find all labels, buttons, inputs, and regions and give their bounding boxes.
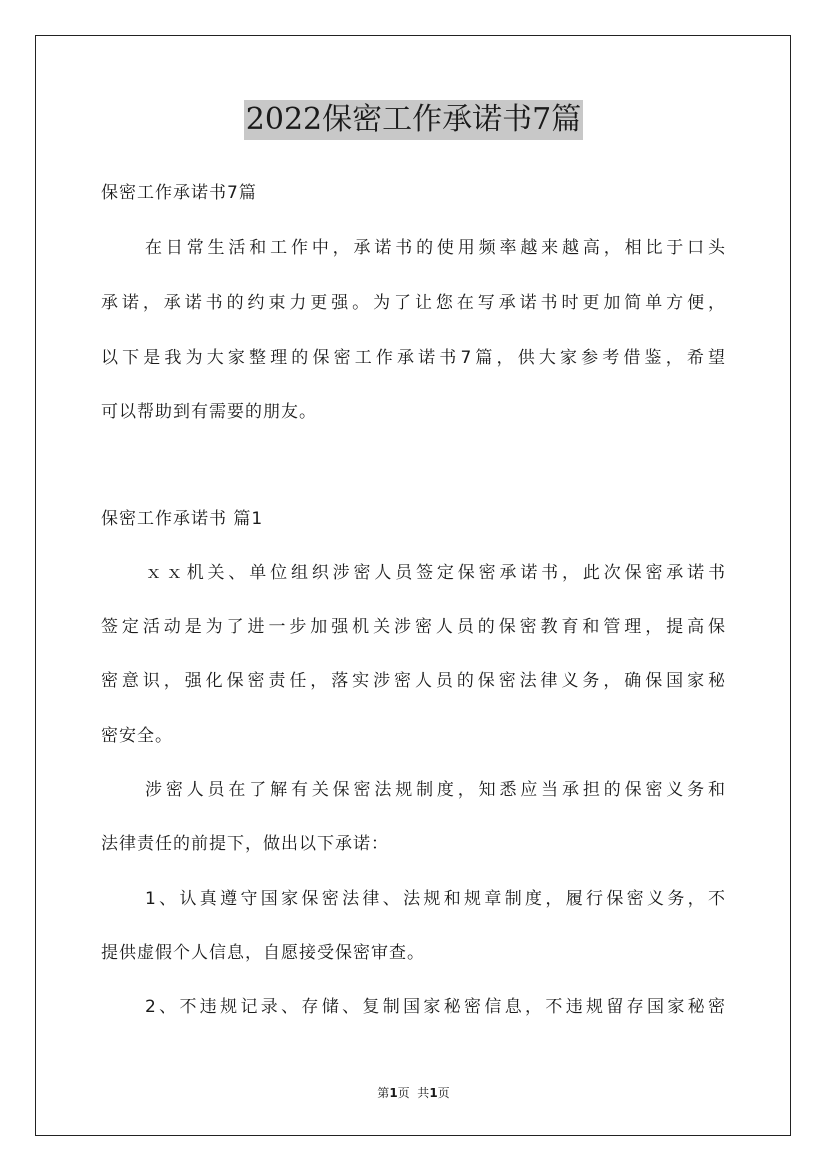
paragraph-line: ｘｘ机关、单位组织涉密人员签定保密承诺书，此次保密承诺书 [145, 563, 726, 583]
paragraph-line: 签定活动是为了进一步加强机关涉密人员的保密教育和管理，提高保 [101, 617, 726, 637]
paragraph-line: 密意识，强化保密责任，落实涉密人员的保密法律义务，确保国家秘 [101, 671, 726, 691]
paragraph-line: 以下是我为大家整理的保密工作承诺书7篇，供大家参考借鉴，希望 [101, 348, 726, 368]
footer-page-mid: 页 共 [397, 1086, 430, 1100]
footer-page-number: 1 [389, 1086, 398, 1100]
paragraph-line: 在日常生活和工作中，承诺书的使用频率越来越高，相比于口头 [145, 238, 726, 258]
paragraph-line: 密安全。 [101, 726, 173, 746]
section-heading: 保密工作承诺书 篇1 [101, 509, 264, 529]
footer-page-prefix: 第 [377, 1086, 390, 1100]
footer-page-suffix: 页 [437, 1086, 450, 1100]
paragraph-line: 法律责任的前提下，做出以下承诺： [101, 834, 389, 854]
title-wrap [0, 100, 827, 140]
page-footer [0, 1084, 827, 1101]
paragraph-line: 可以帮助到有需要的朋友。 [101, 402, 317, 422]
paragraph-line: 提供虚假个人信息，自愿接受保密审查。 [101, 943, 425, 963]
paragraph-line: 2、不违规记录、存储、复制国家秘密信息，不违规留存国家秘密 [145, 997, 726, 1017]
paragraph-line: 涉密人员在了解有关保密法规制度，知悉应当承担的保密义务和 [145, 780, 726, 800]
footer-total-pages: 1 [429, 1086, 438, 1100]
section-heading: 保密工作承诺书7篇 [101, 183, 257, 203]
document-title: 2022保密工作承诺书7篇 [244, 100, 583, 140]
paragraph-line: 承诺，承诺书的约束力更强。为了让您在写承诺书时更加简单方便， [101, 293, 726, 313]
paragraph-line: 1、认真遵守国家保密法律、法规和规章制度，履行保密义务，不 [145, 889, 726, 909]
